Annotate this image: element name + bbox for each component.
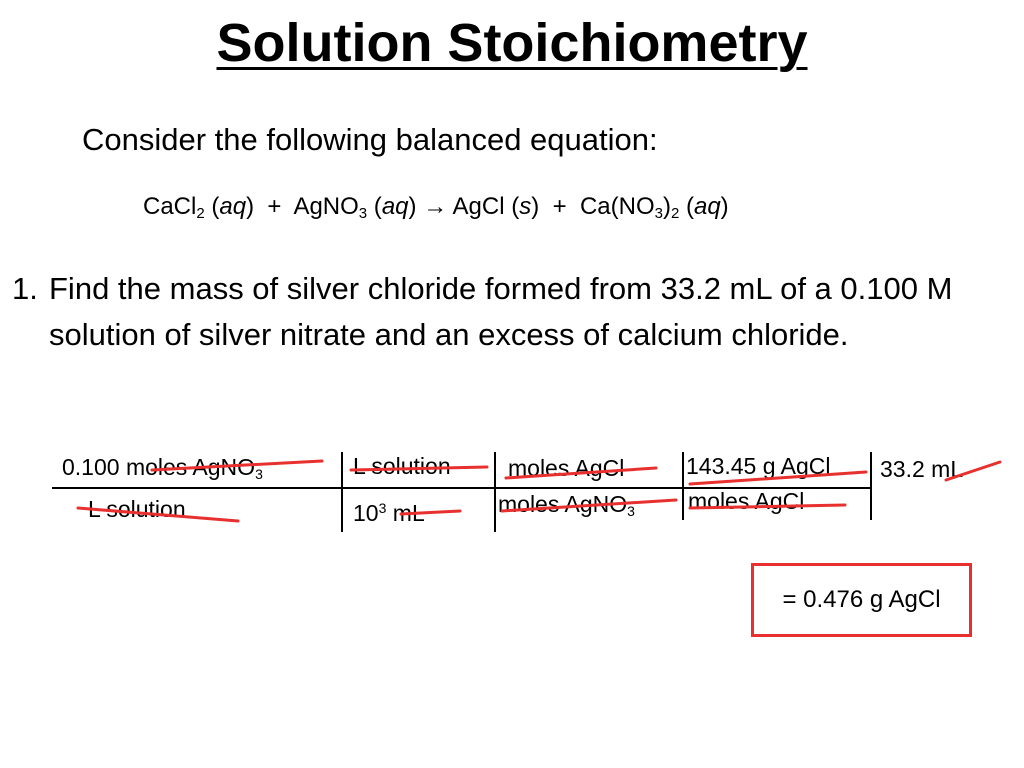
balanced-equation <box>143 193 729 221</box>
answer-box <box>751 563 972 637</box>
c1-denominator: L solution <box>88 496 186 522</box>
reactant-2: AgNO$_3$ (aq) <box>293 193 417 222</box>
c2-denominator: $10^3$ mL <box>353 500 425 526</box>
table-divider <box>870 452 872 520</box>
reactant-1: CaCl$_2$ (aq) <box>143 193 255 222</box>
intro-text: Consider the following balanced equation: <box>82 122 658 157</box>
plus-sign: + <box>552 193 567 220</box>
question-text: Find the mass of silver chloride formed from 33.2 mL of a 0.100 M solution of silver nitrate and an excess of calcium chloride. <box>49 271 953 352</box>
c1-numerator: 0.100 moles AgNO$_3$ <box>62 454 263 482</box>
c5-value: 33.2 mL <box>880 456 964 482</box>
answer-text: = 0.476 g AgCl <box>782 586 941 613</box>
plus-sign: + <box>267 193 282 220</box>
question-number: 1. <box>12 271 38 306</box>
c2-numerator: L solution <box>353 453 451 479</box>
table-divider <box>682 452 684 520</box>
product-2: $Ca(NO_3)_2$ (aq) <box>579 193 729 222</box>
c4-denominator: moles AgCl <box>688 488 805 514</box>
table-divider <box>494 452 496 532</box>
slide-title: Solution Stoichiometry <box>216 13 808 73</box>
reaction-arrow: → <box>423 193 448 220</box>
c4-numerator: 143.45 g AgCl <box>686 453 831 479</box>
c3-numerator: moles AgCl <box>508 455 625 481</box>
table-divider <box>341 452 343 532</box>
product-1: AgCl (s) <box>452 193 540 220</box>
c3-denominator: moles AgNO$_3$ <box>498 491 635 519</box>
